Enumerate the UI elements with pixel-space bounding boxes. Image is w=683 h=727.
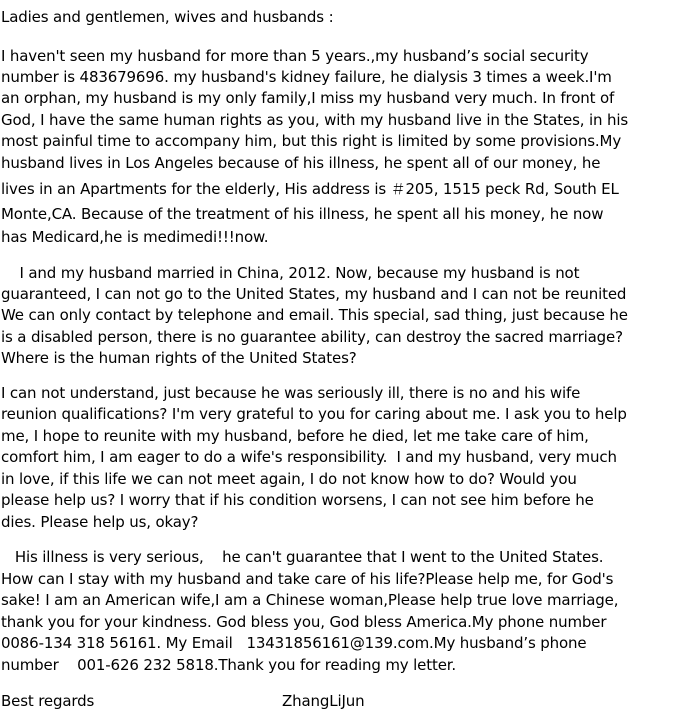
paragraph-line: number is 483679696. my husband's kidney failure, he dialysis 3 times a week.I'm — [1, 68, 612, 86]
paragraph-line: most painful time to accompany him, but this right is limited by some provisions.My — [1, 132, 622, 150]
paragraph-line: an orphan, my husband is my only family,I miss my husband very much. In front of — [1, 89, 615, 107]
paragraph-line: We can only contact by telephone and email. This special, sad thing, just because he — [1, 306, 628, 324]
paragraph-line: is a disabled person, there is no guarantee ability, can destroy the sacred marriage? — [1, 328, 623, 346]
paragraph-line: comfort him, I am eager to do a wife's responsibility. I and my husband, very much — [1, 448, 617, 466]
signature: ZhangLiJun — [282, 692, 365, 710]
paragraph-line: sake! I am an American wife,I am a Chinese woman,Please help true love marriage, — [1, 591, 619, 609]
paragraph-line: I and my husband married in China, 2012. Now, because my husband is not — [1, 264, 580, 282]
paragraph-line: dies. Please help us, okay? — [1, 513, 199, 531]
paragraph-line: guaranteed, I can not go to the United States, my husband and I can not be reunited — [1, 285, 627, 303]
paragraph-line: I can not understand, just because he was seriously ill, there is no and his wife — [1, 384, 581, 402]
paragraph-line: lives in an Apartments for the elderly, His address is ＃205, 1515 peck Rd, South EL — [1, 180, 619, 198]
paragraph-line: How can I stay with my husband and take care of his life?Please help me, for God's — [1, 570, 614, 588]
paragraph-line: in love, if this life we can not meet again, I do not know how to do? Would you — [1, 470, 577, 488]
paragraph-line: Monte,CA. Because of the treatment of his illness, he spent all his money, he now — [1, 205, 604, 223]
paragraph-line: has Medicard,he is medimedi!!!now. — [1, 228, 269, 246]
paragraph-line: please help us? I worry that if his condition worsens, I can not see him before he — [1, 491, 594, 509]
paragraph-line: God, I have the same human rights as you, with my husband live in the States, in his — [1, 111, 629, 129]
paragraph-line: reunion qualifications? I'm very grateful to you for caring about me. I ask you to help — [1, 405, 627, 423]
paragraph-line: 0086-134 318 56161. My Email 13431856161@139.com.My husband’s phone — [1, 634, 587, 652]
greeting-line: Ladies and gentlemen, wives and husbands : — [1, 8, 334, 26]
paragraph-line: His illness is very serious, he can't guarantee that I went to the United States. — [1, 548, 604, 566]
paragraph-line: I haven't seen my husband for more than 5 years.,my husband’s social security — [1, 47, 589, 65]
paragraph-line: thank you for your kindness. God bless you, God bless America.My phone number — [1, 613, 607, 631]
paragraph-line: me, I hope to reunite with my husband, before he died, let me take care of him, — [1, 427, 589, 445]
paragraph-line: number 001-626 232 5818.Thank you for reading my letter. — [1, 656, 457, 674]
paragraph-line: husband lives in Los Angeles because of his illness, he spent all of our money, he — [1, 154, 601, 172]
closing-line: Best regards — [1, 692, 95, 710]
paragraph-line: Where is the human rights of the United States? — [1, 349, 357, 367]
